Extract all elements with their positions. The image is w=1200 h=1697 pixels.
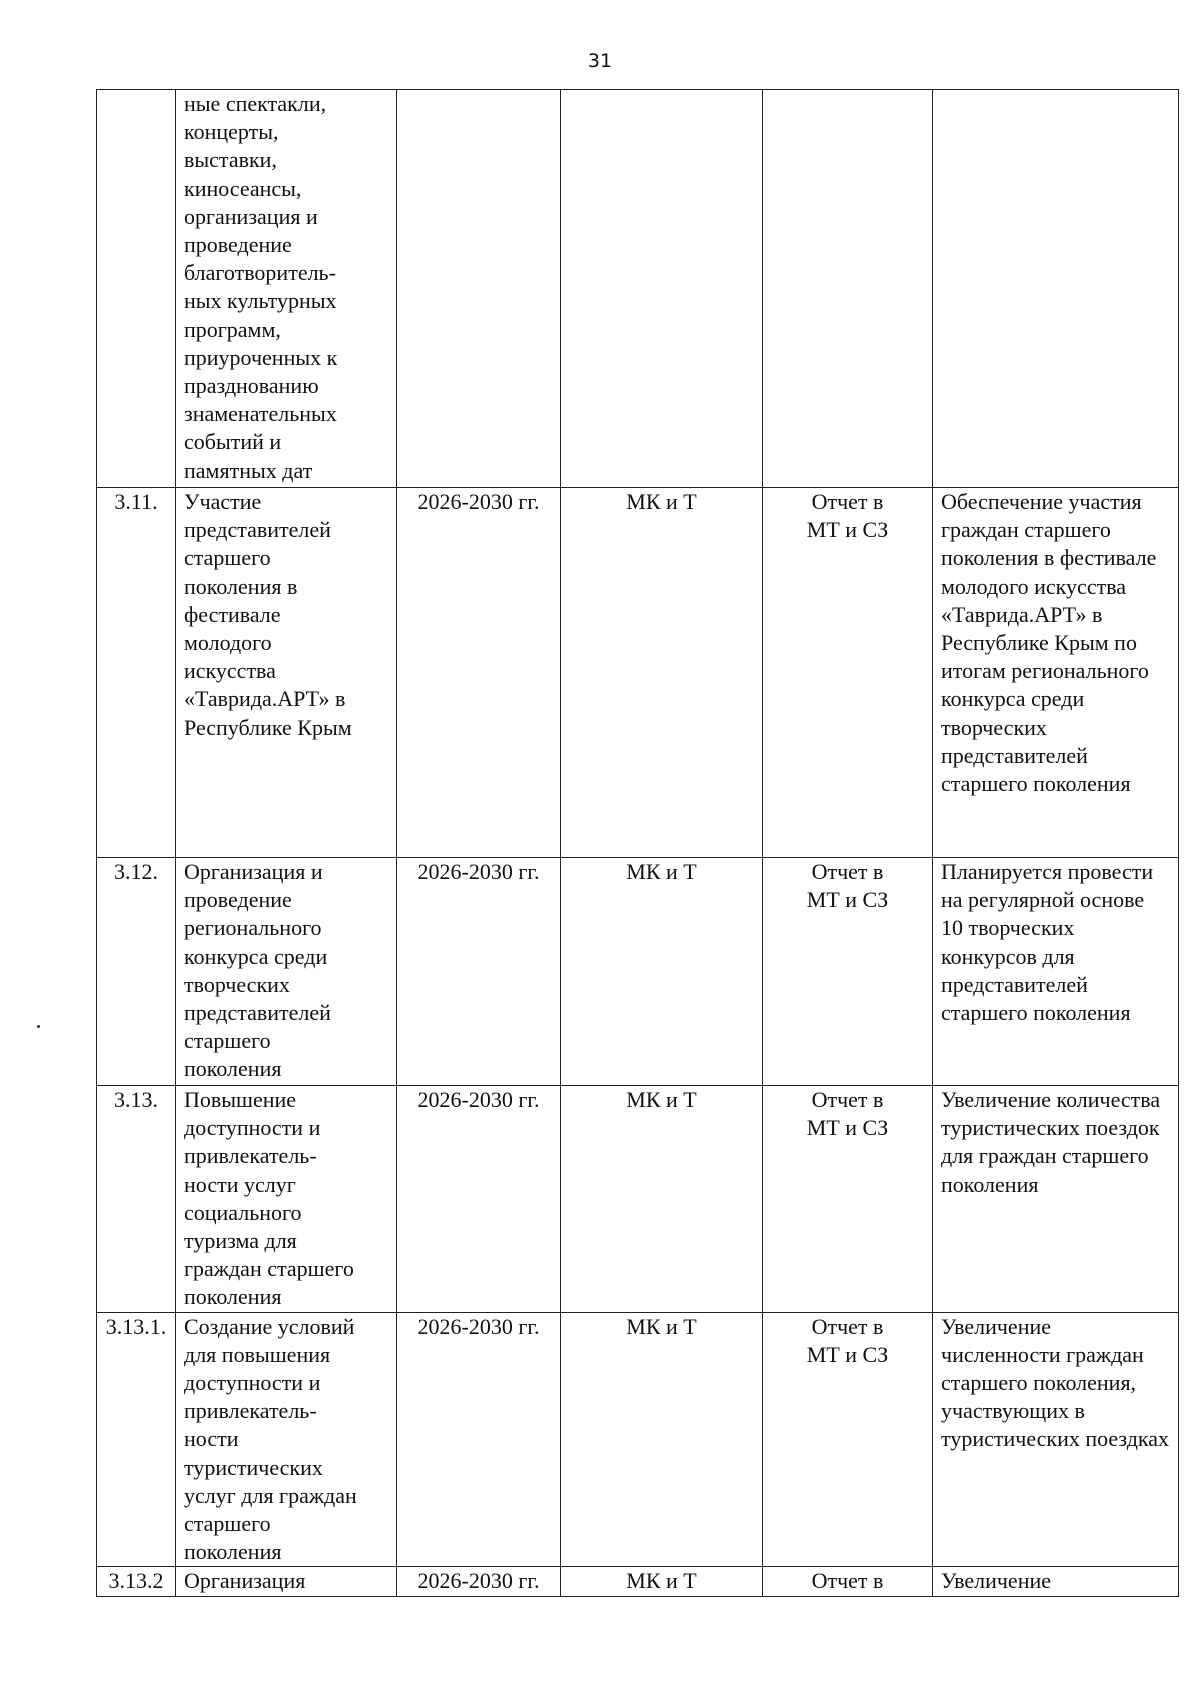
description-line: старшего [184,1028,271,1054]
description-line: фестивале [184,601,281,627]
description-line: поколения [184,1539,282,1565]
description-line: ности услуг [184,1171,296,1197]
description-line: туризма для [184,1228,297,1254]
description-line: старшего [184,545,271,571]
description-line: Участие [184,489,262,514]
expected-result-cell: Увеличение численности граждан старшего поколения, участвующих в туристических поездках [933,1312,1179,1567]
description-line: проведение [184,887,292,913]
description-line: Повышение [184,1087,297,1112]
table-row [97,1086,1179,1313]
description-line: регионального [184,915,322,941]
description-line: для повышения [184,1341,331,1367]
period-cell: 2026-2030 гг. [397,1086,561,1313]
executor-cell: МК и Т [561,1312,763,1567]
description-line: концерты, [184,119,279,145]
executor-cell: МК и Т [561,488,763,858]
table-row [97,1567,1179,1597]
description-line: представителей [184,517,331,543]
description-line: ности [184,1426,239,1452]
description-line: памятных дат [184,457,313,483]
executor-cell: МК и Т [561,1086,763,1313]
description-line: приуроченных к [184,344,338,370]
activity-description-cell [176,1567,397,1597]
period-cell: 2026-2030 гг. [397,488,561,858]
description-line: знаменательных [184,401,337,427]
activity-description-cell [176,858,397,1086]
description-line: туристических [184,1454,323,1480]
description-line: привлекатель- [184,1398,317,1424]
description-line: творческих [184,971,290,997]
description-line: старшего [184,1511,271,1537]
description-line: программ, [184,316,281,342]
report-cell: Отчет в МТ и СЗ [763,1086,933,1313]
description-line: киносеансы, [184,175,302,201]
description-line: ных культурных [184,288,337,314]
period-cell: 2026-2030 гг. [397,1312,561,1567]
description-line: поколения [184,1056,282,1082]
description-line: благотворитель- [184,260,336,286]
expected-result-cell: Обеспечение участия граждан старшего поколения в фестивале молодого искусства «Таврида.АРТ» в Республике Крым по итогам регионального конкурса среди творческих представителей старшего поколения [933,488,1179,858]
table-row [97,858,1179,1086]
executor-cell: МК и Т [561,858,763,1086]
item-number-cell: 3.13.1. [97,1312,176,1567]
report-cell: Отчет в [763,1567,933,1597]
description-line: Республике Крым [184,714,352,740]
activity-description-cell [176,1086,397,1313]
description-line: привлекатель- [184,1143,317,1169]
item-number-cell: 3.12. [97,858,176,1086]
description-line: доступности и [184,1370,321,1396]
executor-cell: МК и Т [561,1567,763,1597]
period-cell [397,90,561,488]
table-row [97,90,1179,488]
item-number-cell: 3.11. [97,488,176,858]
expected-result-cell: Увеличение количества туристических поездок для граждан старшего поколения [933,1086,1179,1313]
margin-dot [37,1025,40,1028]
activity-description-cell [176,1312,397,1567]
description-line: «Таврида.АРТ» в [184,686,346,712]
description-line: социального [184,1199,302,1225]
description-line: празднованию [184,373,319,399]
description-line: выставки, [184,147,277,173]
description-line: событий и [184,429,282,455]
expected-result-cell: Планируется провести на регулярной основе 10 творческих конкурсов для представителей старшего поколения [933,858,1179,1086]
description-line: ные спектакли, [184,91,327,116]
description-line: представителей [184,1000,331,1026]
activities-table [96,89,1179,1597]
description-line: искусства [184,658,276,684]
description-line: граждан старшего [184,1256,354,1282]
description-line: проведение [184,232,292,258]
activity-description-cell [176,90,397,488]
description-line: поколения [184,1284,282,1310]
description-line: поколения в [184,573,298,599]
report-cell: Отчет в МТ и СЗ [763,488,933,858]
item-number-cell: 3.13.2 [97,1567,176,1597]
table-row [97,1312,1179,1567]
expected-result-cell: Увеличение [933,1567,1179,1597]
period-cell: 2026-2030 гг. [397,1567,561,1597]
item-number-cell: 3.13. [97,1086,176,1313]
page-number: 31 [587,50,613,72]
table-body [97,90,1179,1597]
report-cell: Отчет в МТ и СЗ [763,1312,933,1567]
description-line: молодого [184,630,272,656]
executor-cell [561,90,763,488]
description-line: Организация и [184,859,323,884]
period-cell: 2026-2030 гг. [397,858,561,1086]
report-cell [763,90,933,488]
expected-result-cell [933,90,1179,488]
description-line: услуг для граждан [184,1482,357,1508]
table-row [97,488,1179,858]
description-line: конкурса среди [184,943,328,969]
description-line: Создание условий [184,1313,355,1339]
description-line: Организация [184,1568,306,1594]
description-line: организация и [184,203,318,229]
report-cell: Отчет в МТ и СЗ [763,858,933,1086]
activity-description-cell [176,488,397,858]
description-line: доступности и [184,1115,321,1141]
item-number-cell [97,90,176,488]
